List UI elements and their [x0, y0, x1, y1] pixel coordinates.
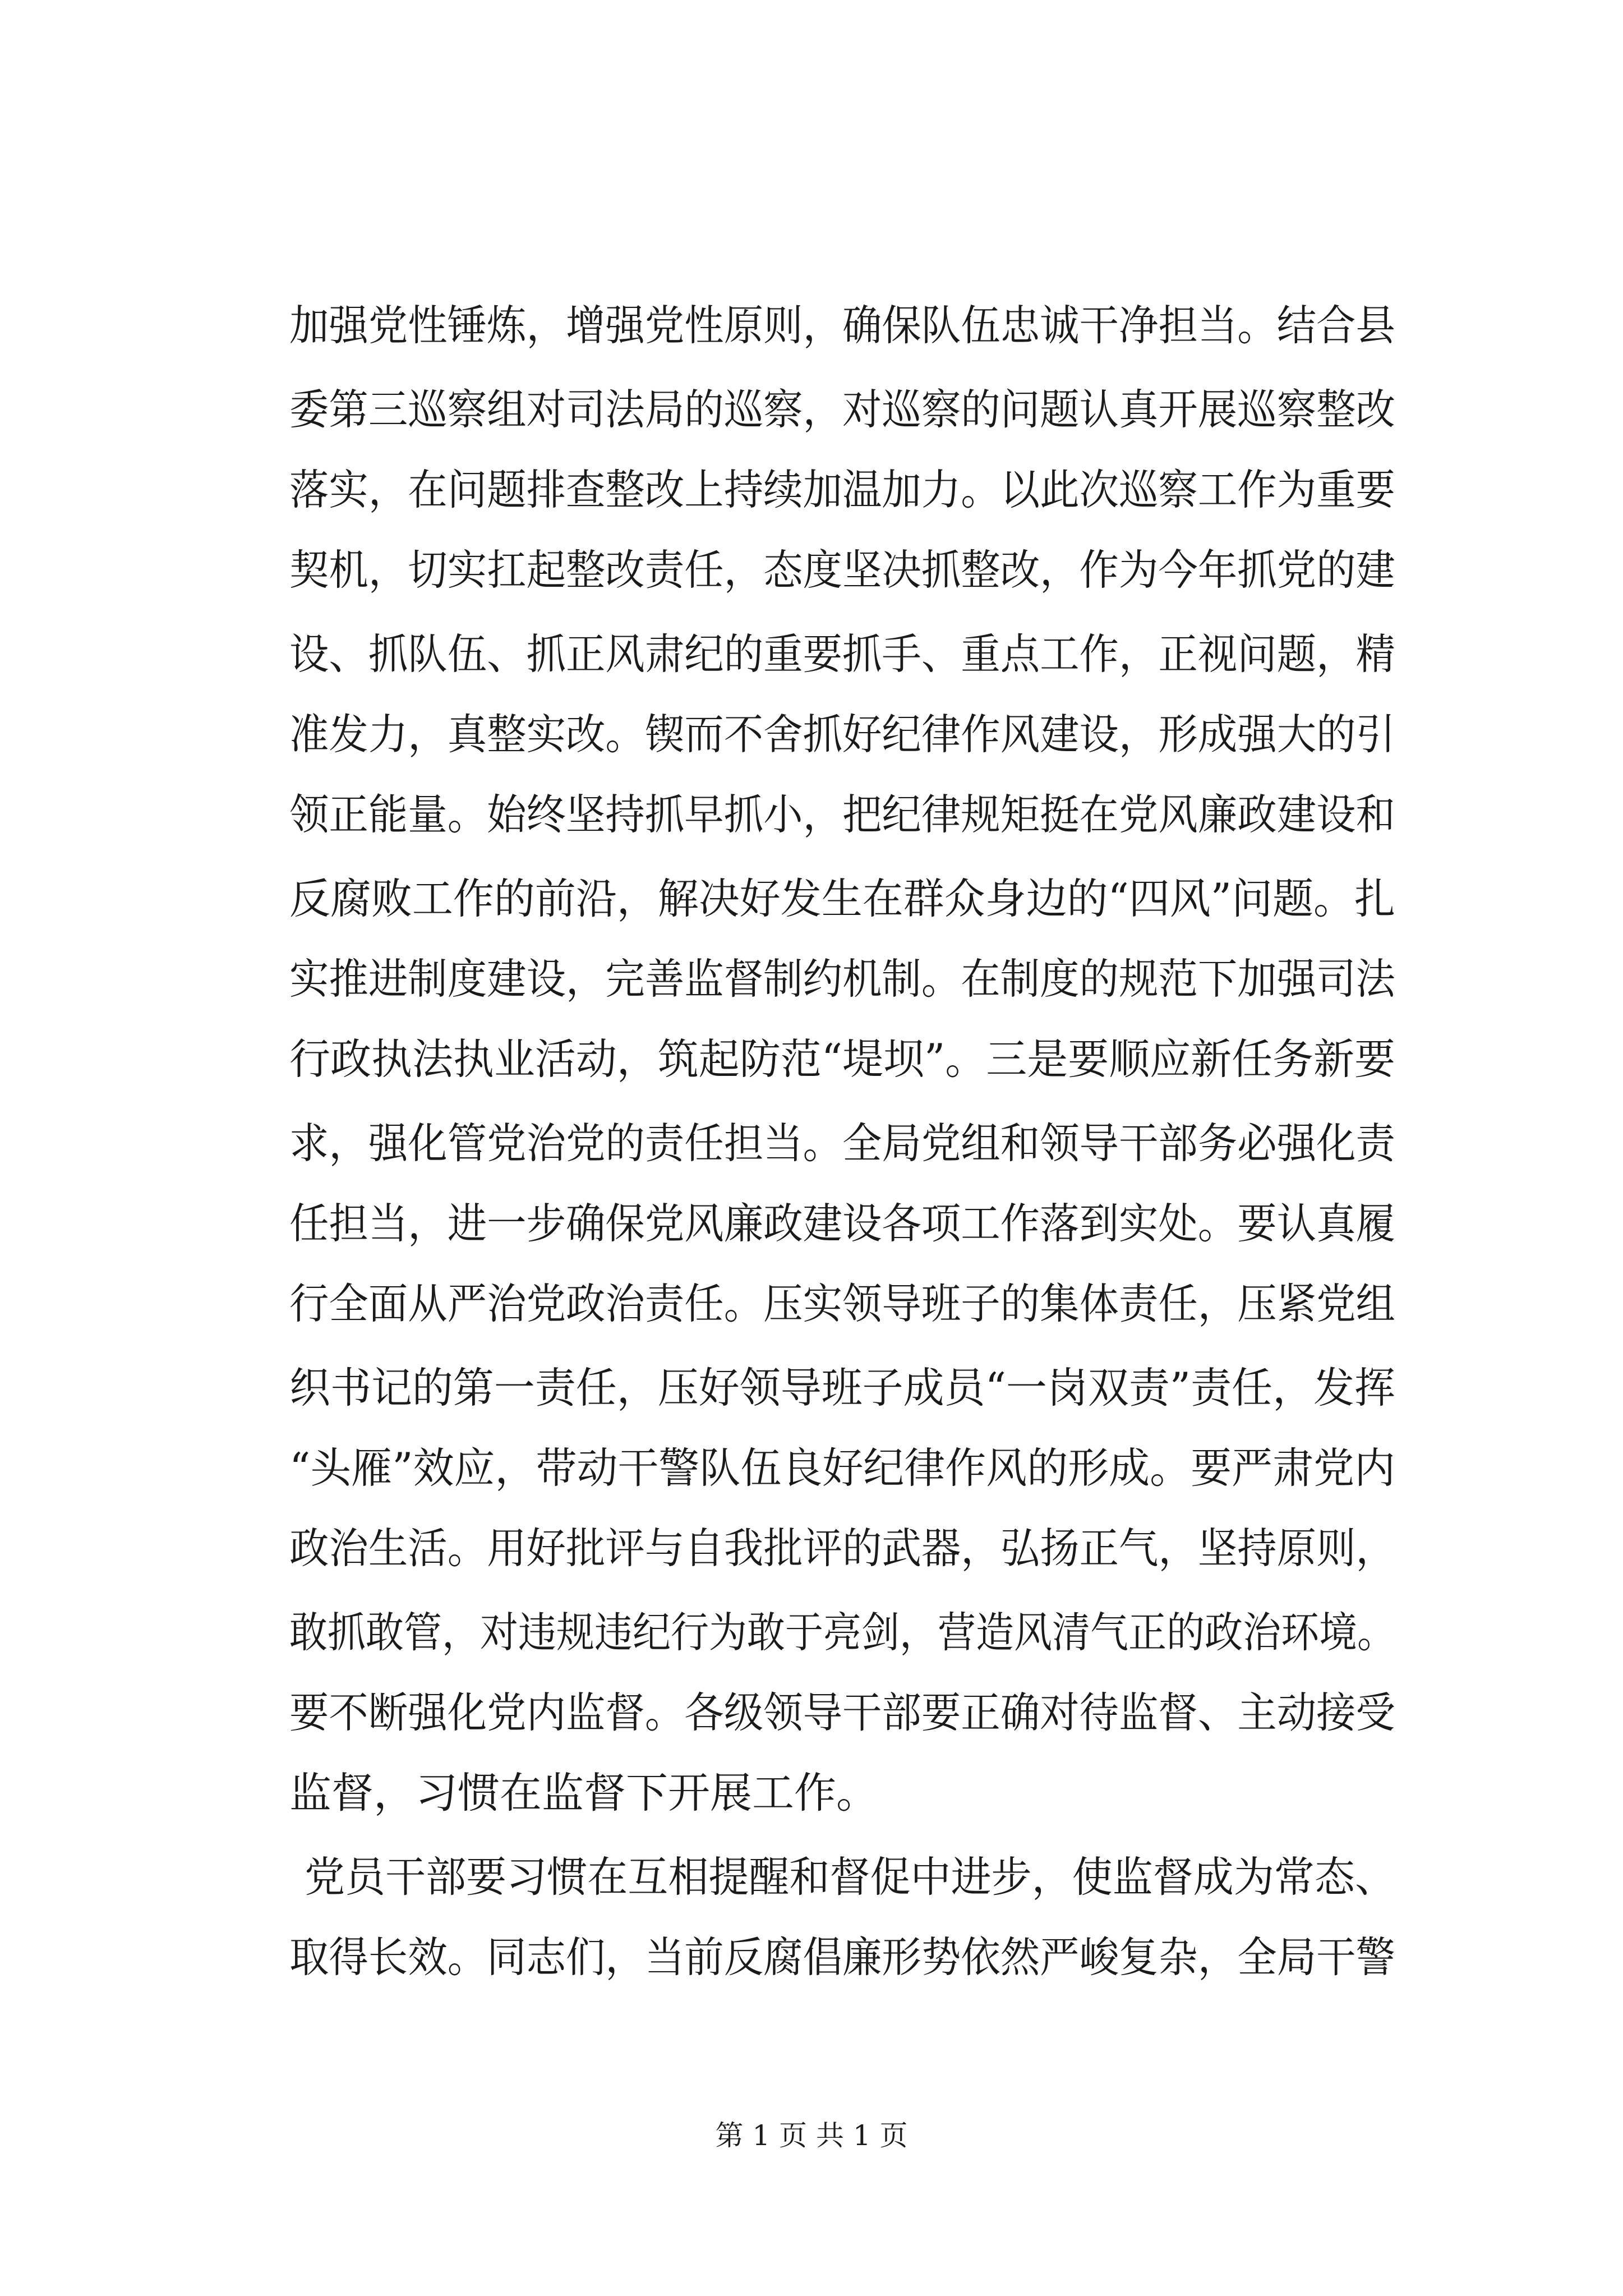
body-line-text: 行政执法执业活动，筑起防范“堤坝”。三是要顺应新任务新要	[289, 1034, 1395, 1084]
page-number-label: 第 1 页 共 1 页	[715, 2119, 908, 2152]
body-line-text: 党员干部要习惯在互相提醒和督促中进步，使监督成为常态、	[305, 1852, 1395, 1902]
body-line-text: 反腐败工作的前沿，解决好发生在群众身边的“四风”问题。扎	[289, 874, 1395, 923]
body-line-text: 领正能量。始终坚持抓早抓小，把纪律规矩挺在党风廉政建设和	[289, 790, 1395, 839]
body-line-text: 政治生活。用好批评与自我批评的武器，弘扬正气，坚持原则，	[289, 1524, 1395, 1573]
body-line-text: 监督，习惯在监督下开展工作。	[289, 1768, 879, 1818]
body-line-text: 织书记的第一责任，压好领导班子成员“一岗双责”责任，发挥	[289, 1363, 1395, 1412]
body-line-text: 任担当，进一步确保党风廉政建设各项工作落到实处。要认真履	[289, 1199, 1395, 1248]
page-footer	[0, 2116, 1623, 2155]
body-line-text: 契机，切实扛起整改责任，态度坚决抓整改，作为今年抓党的建	[289, 545, 1395, 595]
body-line-text: “头雁”效应，带动干警队伍良好纪律作风的形成。要严肃党内	[289, 1443, 1395, 1493]
body-line-text: 加强党性锤炼，增强党性原则，确保队伍忠诚干净担当。结合县	[289, 301, 1395, 350]
body-line-text: 要不断强化党内监督。各级领导干部要正确对待监督、主动接受	[289, 1688, 1395, 1737]
body-line-text: 落实，在问题排查整改上持续加温加力。以此次巡察工作为重要	[289, 465, 1395, 514]
body-line-text: 取得长效。同志们，当前反腐倡廉形势依然严峻复杂，全局干警	[289, 1932, 1395, 1982]
body-line-text: 委第三巡察组对司法局的巡察，对巡察的问题认真开展巡察整改	[289, 385, 1395, 434]
body-line-text: 敢抓敢管，对违规违纪行为敢于亮剑，营造风清气正的政治环境。	[289, 1608, 1395, 1657]
body-line-text: 设、抓队伍、抓正风肃纪的重要抓手、重点工作，正视问题，精	[289, 629, 1395, 679]
body-line-text: 求，强化管党治党的责任担当。全局党组和领导干部务必强化责	[289, 1119, 1395, 1168]
body-line-text: 实推进制度建设，完善监督制约机制。在制度的规范下加强司法	[289, 954, 1395, 1004]
body-line-text: 准发力，真整实改。锲而不舍抓好纪律作风建设，形成强大的引	[289, 710, 1395, 759]
body-line-text: 行全面从严治党政治责任。压实领导班子的集体责任，压紧党组	[289, 1279, 1395, 1328]
